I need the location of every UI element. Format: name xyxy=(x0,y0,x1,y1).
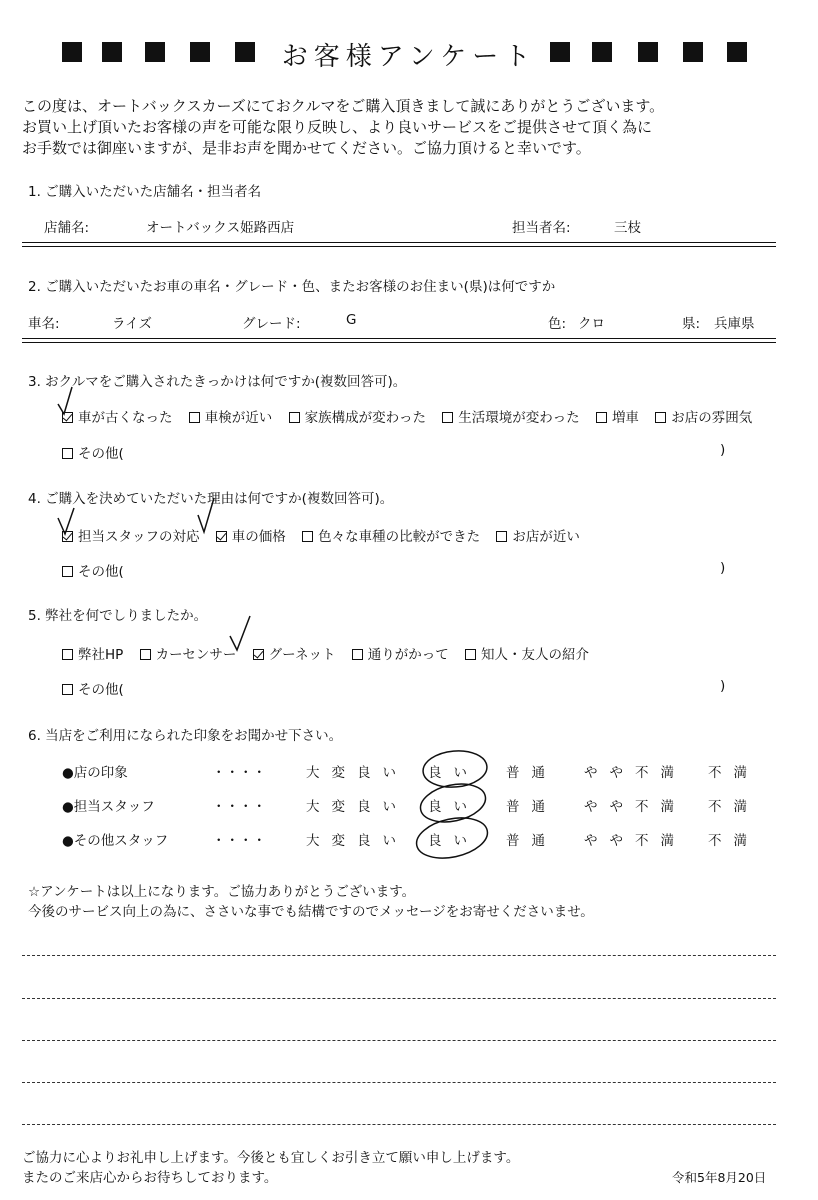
rating-option-selected[interactable]: 良い xyxy=(428,833,479,849)
option-label: カーセンサー xyxy=(155,647,237,663)
checkbox[interactable] xyxy=(62,412,73,423)
divider xyxy=(22,246,776,247)
option-label: 色々な車種の比較ができた xyxy=(318,529,481,545)
checkbox[interactable] xyxy=(253,649,264,660)
q5-option[interactable] xyxy=(465,647,589,663)
rating-row-label: ●その他スタッフ xyxy=(62,833,169,849)
checkbox[interactable] xyxy=(496,531,507,542)
message-line[interactable] xyxy=(22,1040,776,1041)
intro-line: お買い上げ頂いたお客様の声を可能な限り反映し、より良いサービスをご提供させて頂く為に xyxy=(22,118,653,136)
rating-option[interactable]: やや不満 xyxy=(584,765,686,781)
checkbox[interactable] xyxy=(189,412,200,423)
closing-note-line: ☆アンケートは以上になります。ご協力ありがとうございます。 xyxy=(28,884,416,900)
checkbox[interactable] xyxy=(62,531,73,542)
checkbox[interactable] xyxy=(62,649,73,660)
car-value[interactable]: ライズ xyxy=(112,316,152,332)
intro-line: お手数では御座いますが、是非お声を聞かせてください。ご協力頂けると幸いです。 xyxy=(22,139,591,157)
dots: ・・・・ xyxy=(212,799,266,815)
checkbox[interactable] xyxy=(302,531,313,542)
option-label: お店が近い xyxy=(512,529,580,545)
checkbox[interactable] xyxy=(352,649,363,660)
checkbox[interactable] xyxy=(216,531,227,542)
footer-line: またのご来店心からお待ちしております。 xyxy=(22,1170,278,1186)
square-bullet-icon xyxy=(550,42,570,62)
q5-heading: 5. 弊社を何でしりましたか。 xyxy=(28,608,208,624)
q4-option[interactable] xyxy=(302,529,480,545)
checkbox[interactable] xyxy=(62,566,73,577)
rating-row-label: ●店の印象 xyxy=(62,765,128,781)
other-label: その他( xyxy=(78,446,124,462)
q3-option[interactable] xyxy=(655,410,752,426)
square-bullet-icon xyxy=(683,42,703,62)
q3-options xyxy=(62,406,764,426)
rating-option[interactable]: やや不満 xyxy=(584,833,686,849)
checkbox[interactable] xyxy=(289,412,300,423)
rating-option[interactable]: 不満 xyxy=(708,765,759,781)
q5-other-close: ) xyxy=(720,678,726,694)
other-label: その他( xyxy=(78,682,124,698)
intro-text xyxy=(22,96,664,159)
date: 令和5年8月20日 xyxy=(672,1170,767,1185)
intro-line: この度は、オートバックスカーズにておクルマをご購入頂きまして誠にありがとうございます。 xyxy=(22,97,665,115)
rating-option[interactable]: 大変良い xyxy=(306,799,408,815)
rating-option[interactable]: 普通 xyxy=(506,765,557,781)
message-line[interactable] xyxy=(22,955,776,956)
store-label: 店舗名: xyxy=(44,220,90,236)
rating-option-selected[interactable]: 良い xyxy=(428,765,479,781)
q5-option[interactable] xyxy=(253,647,336,663)
rating-option[interactable]: 普通 xyxy=(506,799,557,815)
rating-option-selected[interactable]: 良い xyxy=(428,799,479,815)
message-line[interactable] xyxy=(22,998,776,999)
checkbox[interactable] xyxy=(596,412,607,423)
color-value[interactable]: クロ xyxy=(578,316,605,332)
q5-option[interactable] xyxy=(352,647,449,663)
store-value[interactable]: オートバックス姫路西店 xyxy=(146,220,295,236)
rating-option[interactable]: 不満 xyxy=(708,799,759,815)
rating-option[interactable]: 不満 xyxy=(708,833,759,849)
checkbox[interactable] xyxy=(62,448,73,459)
other-label: その他( xyxy=(78,564,124,580)
staff-label: 担当者名: xyxy=(512,220,571,236)
title-bar xyxy=(0,36,818,70)
q5-options xyxy=(62,643,601,663)
option-label: グーネット xyxy=(268,647,336,663)
q5-option[interactable] xyxy=(140,647,237,663)
dots: ・・・・ xyxy=(212,765,266,781)
q4-other-close: ) xyxy=(720,560,726,576)
option-label: 増車 xyxy=(611,410,639,426)
q4-other[interactable] xyxy=(62,560,124,580)
rating-option[interactable]: 大変良い xyxy=(306,833,408,849)
option-label: 車の価格 xyxy=(231,529,286,545)
q3-option[interactable] xyxy=(289,410,426,426)
q5-option[interactable] xyxy=(62,647,123,663)
option-label: 担当スタッフの対応 xyxy=(78,529,200,545)
checkbox[interactable] xyxy=(62,684,73,695)
option-label: 生活環境が変わった xyxy=(458,410,580,426)
q4-heading: 4. ご購入を決めていただいた理由は何ですか(複数回答可)。 xyxy=(28,491,394,507)
option-label: お店の雰囲気 xyxy=(671,410,753,426)
checkbox[interactable] xyxy=(655,412,666,423)
rating-option[interactable]: やや不満 xyxy=(584,799,686,815)
grade-value[interactable]: G xyxy=(346,312,357,328)
square-bullet-icon xyxy=(638,42,658,62)
q3-option[interactable] xyxy=(442,410,579,426)
q3-other[interactable] xyxy=(62,442,124,462)
dots: ・・・・ xyxy=(212,833,266,849)
option-label: 弊社HP xyxy=(78,647,124,663)
option-label: 車検が近い xyxy=(204,410,273,426)
rating-option[interactable]: 普通 xyxy=(506,833,557,849)
q4-options xyxy=(62,525,592,545)
q3-heading: 3. おクルマをご購入されたきっかけは何ですか(複数回答可)。 xyxy=(28,374,407,390)
car-label: 車名: xyxy=(28,316,60,332)
q4-option[interactable] xyxy=(216,529,286,545)
checkbox[interactable] xyxy=(442,412,453,423)
page-title: お客様アンケート xyxy=(281,42,537,72)
footer-line: ご協力に心よりお礼申し上げます。今後とも宜しくお引き立て願い申し上げます。 xyxy=(22,1150,520,1166)
option-label: 車が古くなった xyxy=(78,410,173,426)
q2-heading: 2. ご購入いただいたお車の車名・グレード・色、またお客様のお住まい(県)は何ですか xyxy=(28,279,556,295)
divider xyxy=(22,242,776,243)
pref-label: 県: xyxy=(682,316,701,332)
q3-option[interactable] xyxy=(596,410,639,426)
square-bullet-icon xyxy=(592,42,612,62)
q3-option[interactable] xyxy=(189,410,273,426)
closing-note-line: 今後のサービス向上の為に、ささいな事でも結構ですのでメッセージをお寄せくださいませ。 xyxy=(28,904,594,920)
q3-option[interactable] xyxy=(62,410,173,426)
message-line[interactable] xyxy=(22,1082,776,1083)
square-bullet-icon xyxy=(727,42,747,62)
pref-value[interactable]: 兵庫県 xyxy=(714,316,755,332)
q4-option[interactable] xyxy=(62,529,200,545)
message-line[interactable] xyxy=(22,1124,776,1125)
q3-other-close: ) xyxy=(720,442,726,458)
q5-other[interactable] xyxy=(62,678,124,698)
staff-value[interactable]: 三枝 xyxy=(614,220,641,236)
checkbox[interactable] xyxy=(465,649,476,660)
q4-option[interactable] xyxy=(496,529,580,545)
option-label: 家族構成が変わった xyxy=(304,410,426,426)
divider xyxy=(22,342,776,343)
rating-row-label: ●担当スタッフ xyxy=(62,799,155,815)
divider xyxy=(22,338,776,339)
option-label: 通りがかって xyxy=(367,647,449,663)
option-label: 知人・友人の紹介 xyxy=(481,647,590,663)
color-label: 色: xyxy=(548,316,567,332)
grade-label: グレード: xyxy=(242,316,301,332)
q1-heading: 1. ご購入いただいた店舗名・担当者名 xyxy=(28,184,262,200)
rating-option[interactable]: 大変良い xyxy=(306,765,408,781)
q6-heading: 6. 当店をご利用になられた印象をお聞かせ下さい。 xyxy=(28,728,343,744)
checkbox[interactable] xyxy=(140,649,151,660)
